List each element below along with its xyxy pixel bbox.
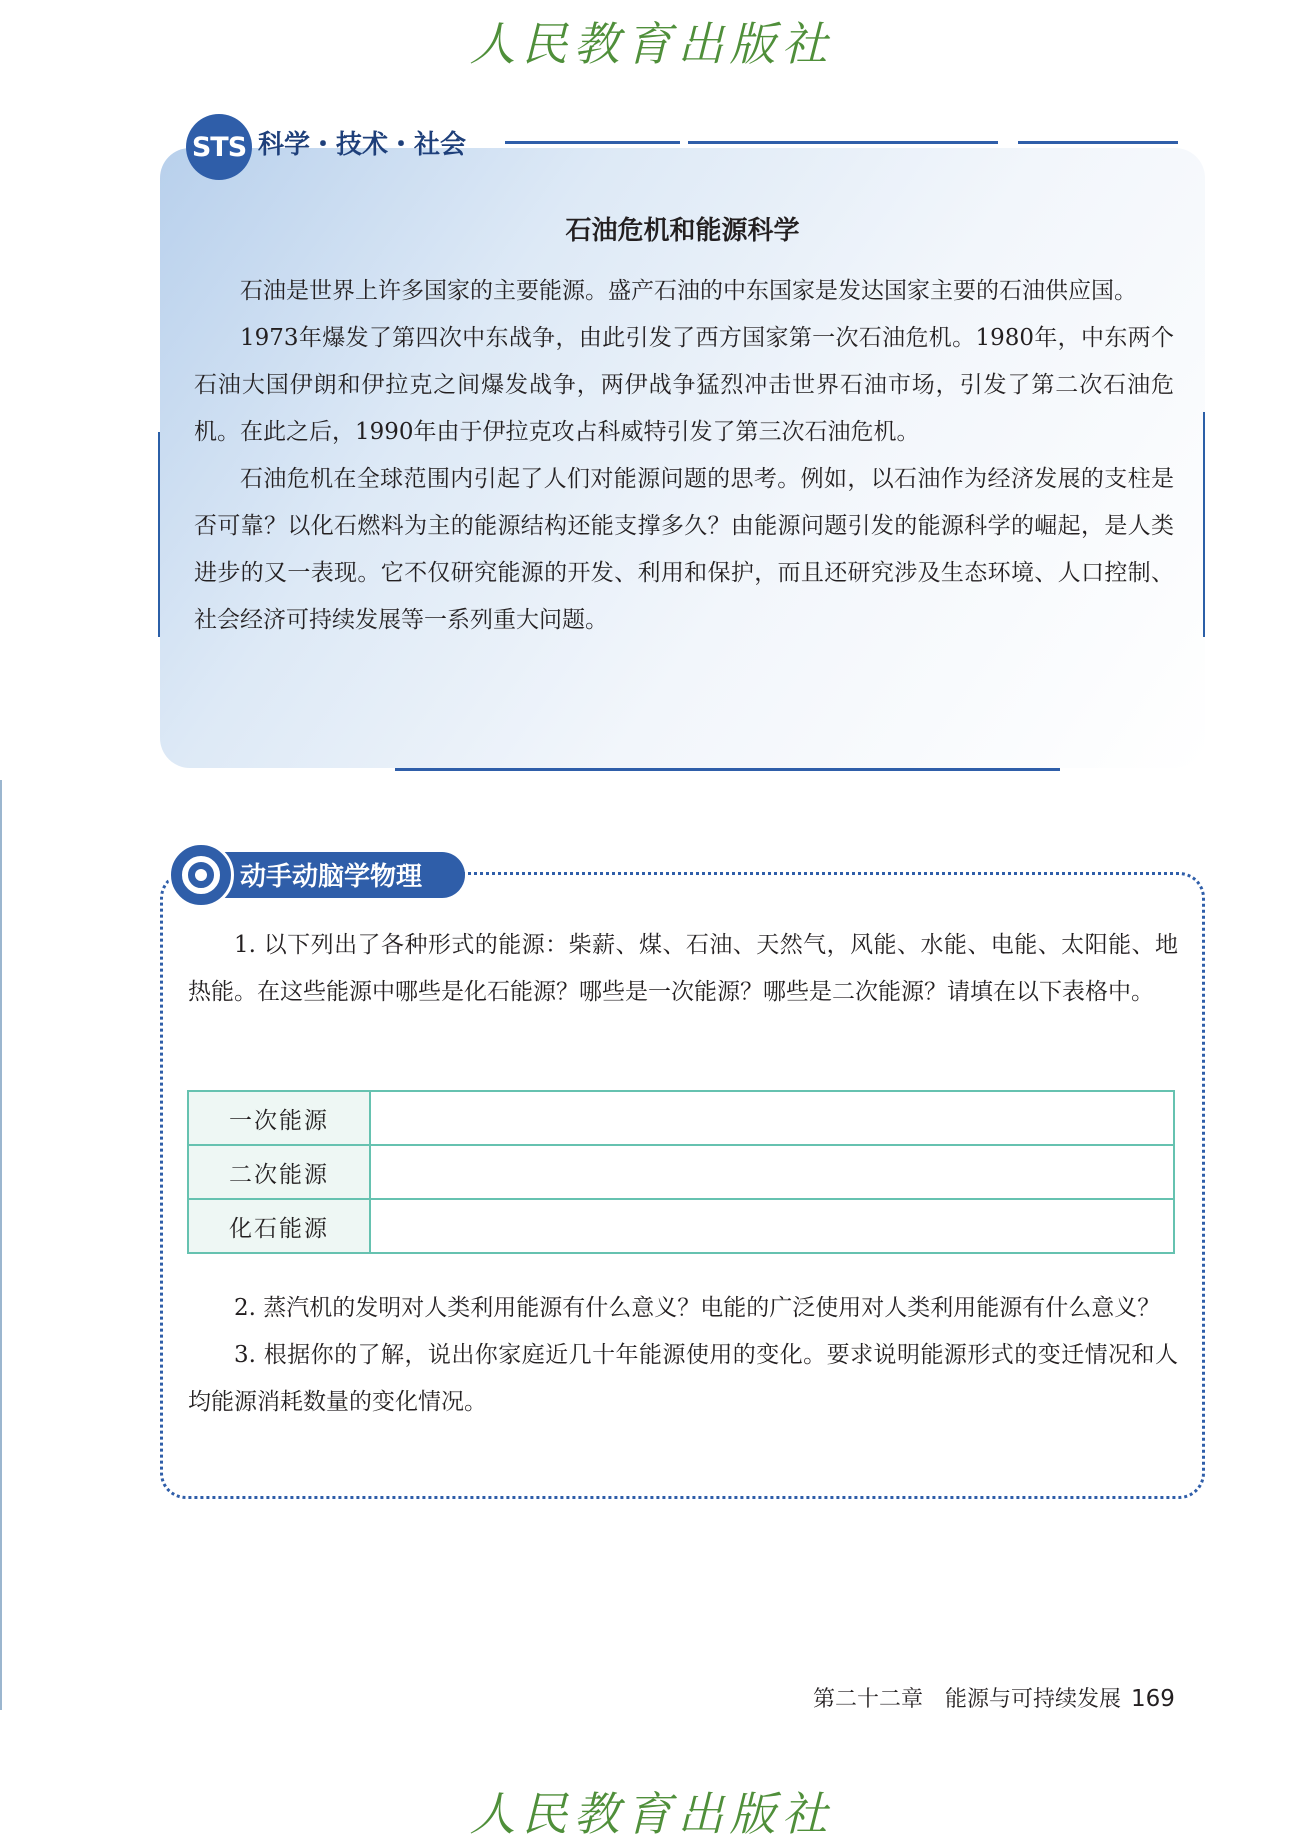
question-text: 1. 以下列出了各种形式的能源：柴薪、煤、石油、天然气，风能、水能、电能、太阳能、地热能。在这些能源中哪些是化石能源？哪些是一次能源？哪些是二次能源？请填在以下表格中。	[188, 932, 1178, 1005]
table-row	[188, 1145, 1174, 1199]
question-text: 2. 蒸汽机的发明对人类利用能源有什么意义？电能的广泛使用对人类利用能源有什么意义？	[234, 1295, 1161, 1321]
publisher-watermark-top: 人民教育出版社	[469, 17, 834, 71]
sts-top-rule	[688, 141, 998, 144]
sts-top-rule	[505, 141, 680, 144]
energy-classification-table	[187, 1090, 1175, 1254]
sts-section-heading: 科学・技术・社会	[258, 130, 467, 160]
paragraph: 石油危机在全球范围内引起了人们对能源问题的思考。例如，以石油作为经济发展的支柱是否可靠？以化石燃料为主的能源结构还能支撑多久？由能源问题引发的能源科学的崛起，是人类进步的又一表现。它不仅研究能源的开发、利用和保护，而且还研究涉及生态环境、人口控制、社会经济可持续发展等一系列重大问题。	[194, 466, 1174, 633]
page-footer	[813, 1682, 1175, 1713]
table-row	[188, 1199, 1174, 1253]
chapter-title: 第二十二章 能源与可持续发展	[813, 1687, 1122, 1712]
answer-cell-fossil[interactable]	[370, 1199, 1174, 1253]
table-row	[188, 1091, 1174, 1145]
activity-heading: 动手动脑学物理	[240, 862, 423, 892]
target-icon	[168, 842, 234, 908]
paragraph: 石油是世界上许多国家的主要能源。盛产石油的中东国家是发达国家主要的石油供应国。	[240, 278, 1137, 304]
sts-bottom-rule	[395, 768, 1060, 771]
sts-article-body	[194, 268, 1174, 644]
answer-cell-secondary[interactable]	[370, 1145, 1174, 1199]
publisher-watermark-bottom: 人民教育出版社	[469, 1787, 834, 1841]
row-label: 一次能源	[188, 1091, 370, 1145]
activity-questions-2-3	[188, 1285, 1178, 1426]
row-label: 二次能源	[188, 1145, 370, 1199]
sts-logo-icon: STS	[186, 114, 252, 180]
page-edge-line	[0, 780, 2, 1710]
question-text: 3. 根据你的了解，说出你家庭近几十年能源使用的变化。要求说明能源形式的变迁情况和人均能源消耗数量的变化情况。	[188, 1342, 1178, 1415]
sts-top-rule	[1018, 141, 1178, 144]
answer-cell-primary[interactable]	[370, 1091, 1174, 1145]
row-label: 化石能源	[188, 1199, 370, 1253]
page-number: 169	[1131, 1686, 1175, 1712]
sts-border-left	[158, 432, 160, 637]
activity-question-1	[188, 922, 1178, 1016]
sts-border-right	[1203, 412, 1205, 637]
article-title: 石油危机和能源科学	[565, 216, 800, 246]
paragraph: 1973年爆发了第四次中东战争，由此引发了西方国家第一次石油危机。1980年，中东两个石油大国伊朗和伊拉克之间爆发战争，两伊战争猛烈冲击世界石油市场，引发了第二次石油危机。在此之后，1990年由于伊拉克攻占科威特引发了第三次石油危机。	[194, 325, 1174, 445]
